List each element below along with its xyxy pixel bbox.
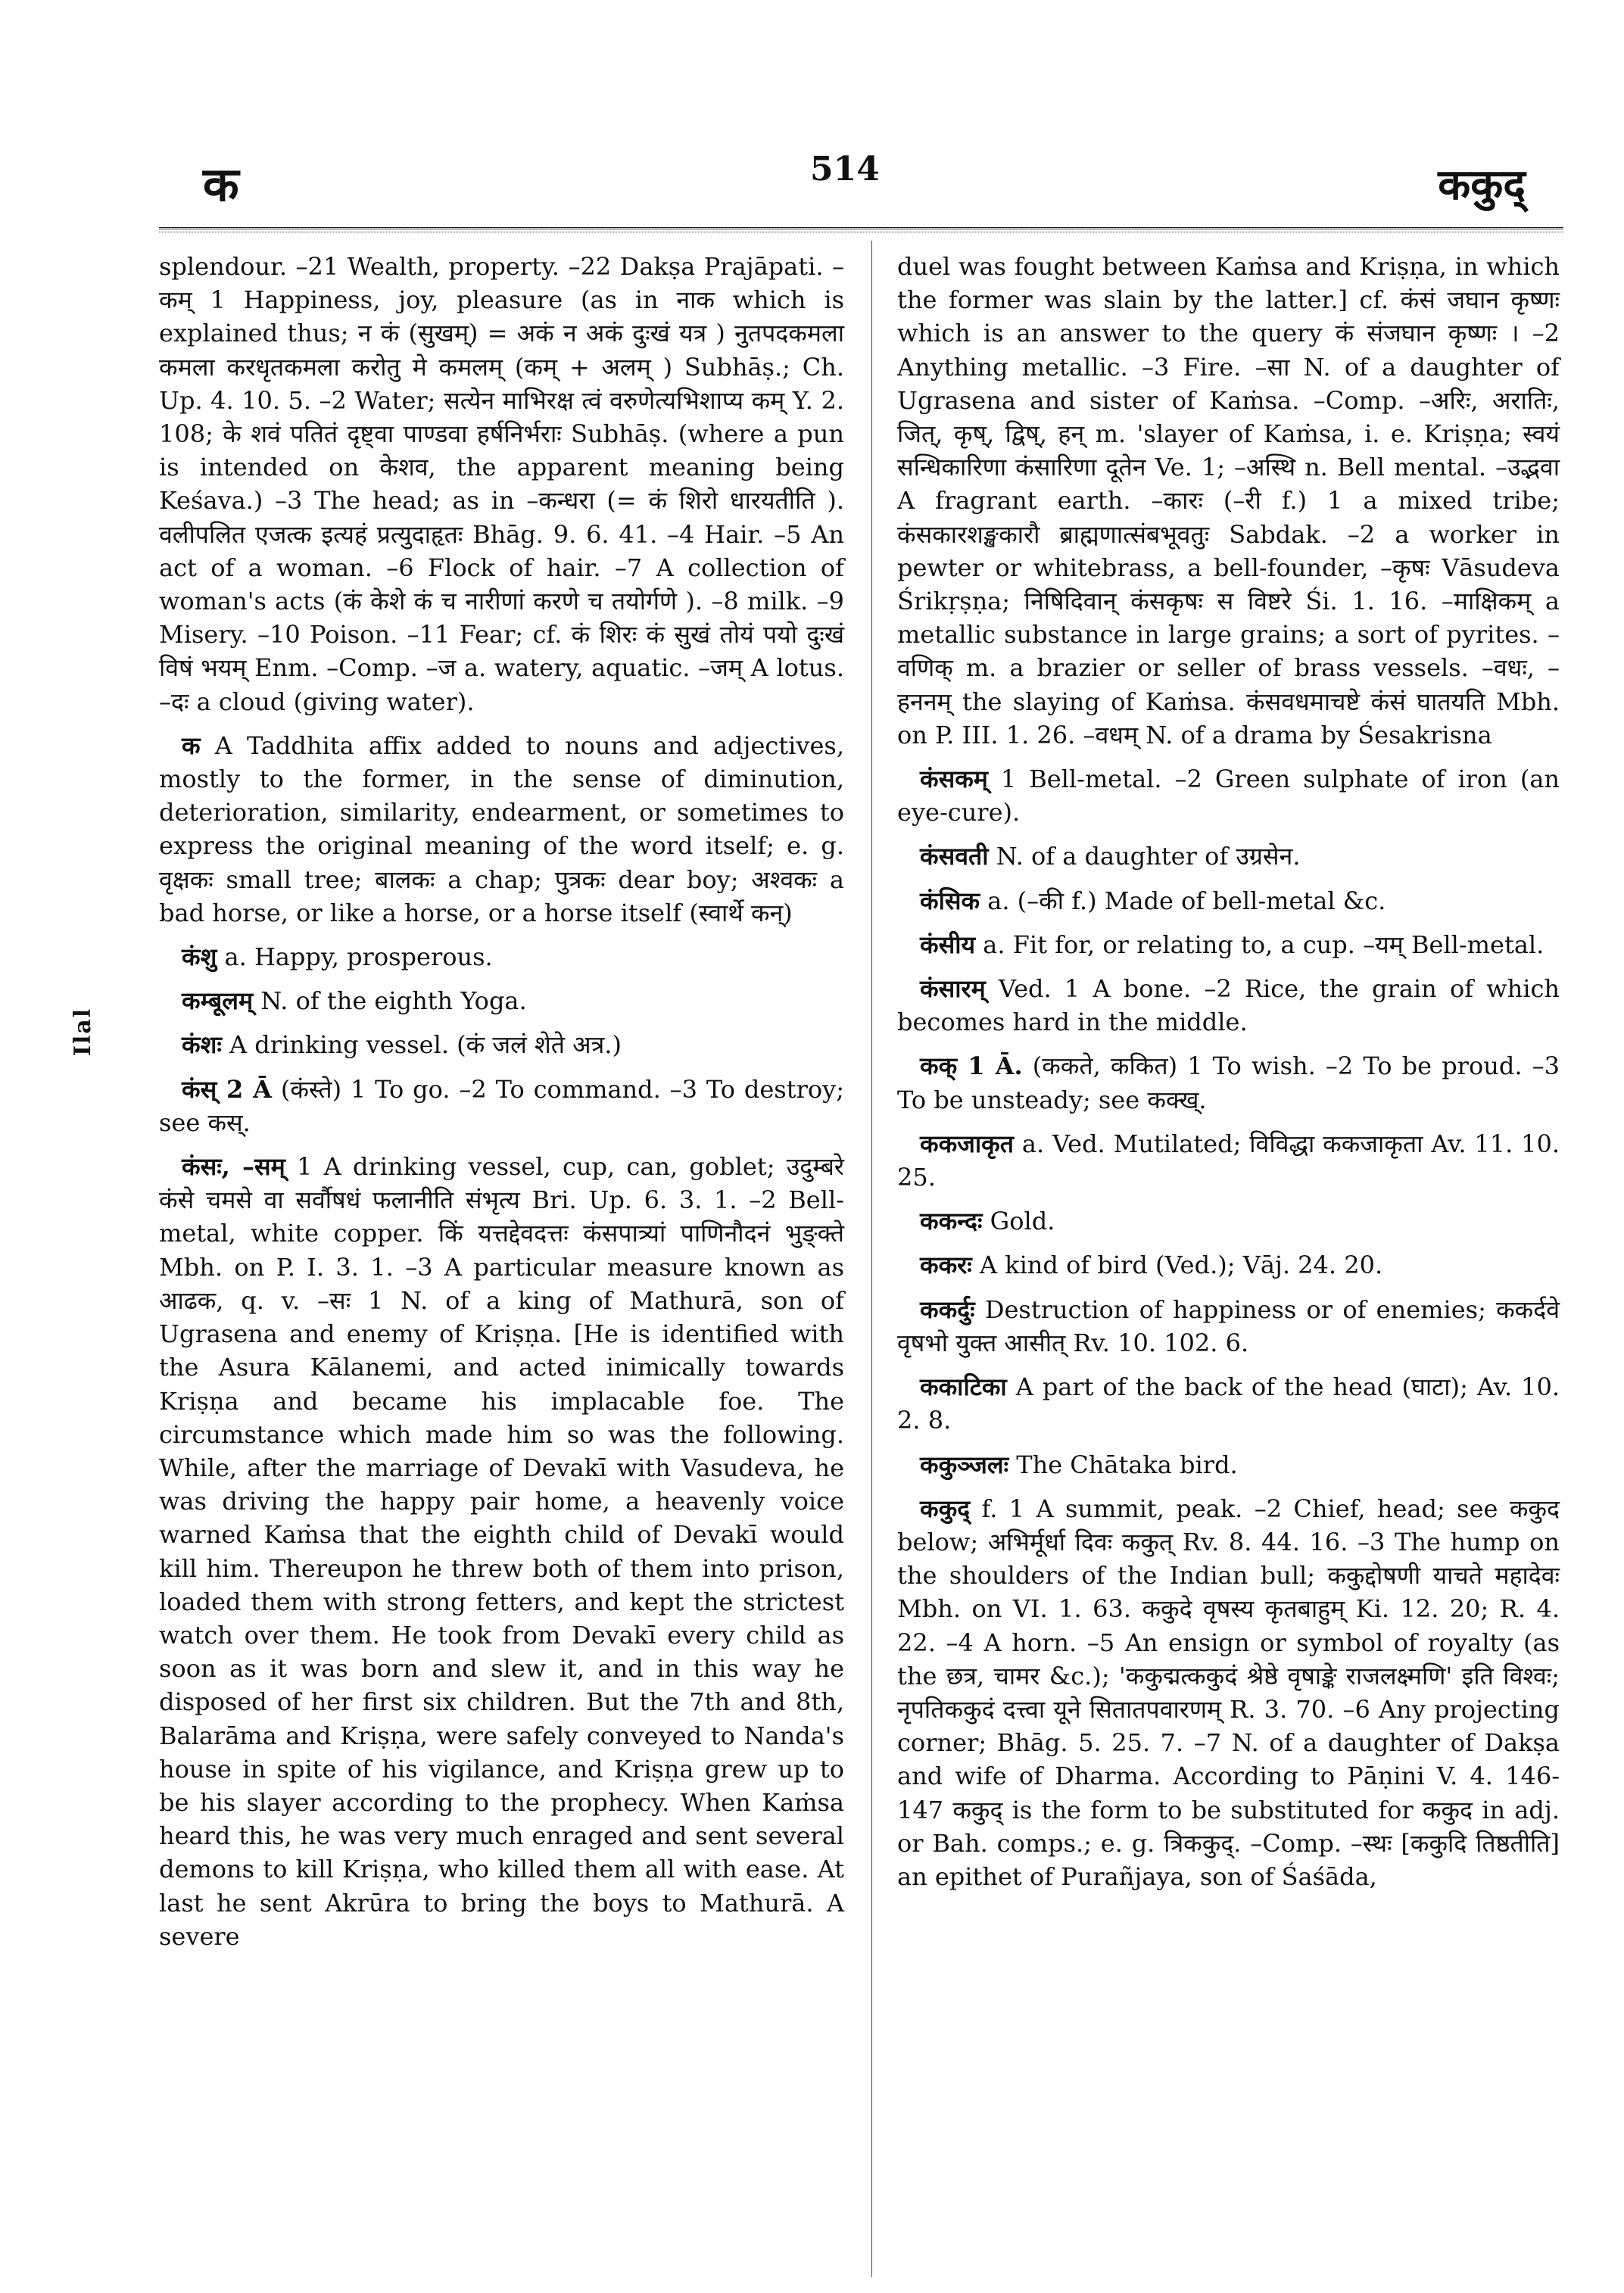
- entry-definition: f. 1 A summit, peak. –2 Chief, head; see ककुद below; अभिर्मूर्धा दिवः ककुत् Rv. 8. 44. 16. –3 The hump on the shoulders of the Indian bull; ककुद्दोषणी याचते महादेवः Mbh. on VI. 1. 63. ककुदे वृषस्य कृतबाहुम् Ki. 12. 20; R. 4. 22. –4 A horn. –5 An ensign or symbol of royalty (as the छत्र, चामर &c.); 'ककुद्मत्ककुदं श्रेष्ठे वृषाङ्के राजलक्ष्मणि' इति विश्वः; नृपतिककुदं दत्त्वा यूने सितातपवारणम् R. 3. 70. –6 Any projecting corner; Bhāg. 5. 25. 7. –7 N. of a daughter of Dakṣa and wife of Dharma. According to Pāṇini V. 4. 146-147 ककुद् is the form to be substituted for ककुद in adj. or Bah. comps.; e. g. त्रिककुद्. –Comp. –स्थः [ककुदि तिष्ठतीति] an epithet of Purañjaya, son of Śaśāda,: [897, 1494, 1560, 1891]
- entry-headword: ककर्दुः: [920, 1294, 975, 1324]
- left-column: [159, 250, 844, 2279]
- entry-definition: A kind of bird (Ved.); Vāj. 24. 20.: [971, 1251, 1383, 1280]
- entry-definition: 1 Bell-metal. –2 Green sulphate of iron (an eye-cure).: [897, 765, 1560, 827]
- entry-headword: क: [182, 731, 201, 760]
- header-rule: [159, 227, 1563, 232]
- entry-definition: (ककते, ककित) 1 To wish. –2 To be proud. –3 To be unsteady; see कक्ख्.: [897, 1051, 1560, 1114]
- dictionary-entry: [159, 1150, 844, 1953]
- entry-definition: N. of a daughter of उग्रसेन.: [988, 842, 1301, 871]
- entry-headword: ककजाकृत: [920, 1129, 1015, 1158]
- entry-definition: Ved. 1 A bone. –2 Rice, the grain of which becomes hard in the middle.: [897, 974, 1560, 1037]
- entry-definition: a. (–की f.) Made of bell-metal &c.: [980, 886, 1386, 915]
- entry-definition: N. of the eighth Yoga.: [253, 986, 527, 1016]
- dictionary-entry: [897, 1248, 1560, 1282]
- entry-headword: कंसारम्: [920, 974, 986, 1004]
- entry-definition: A part of the back of the head (घाटा); Av. 10. 2. 8.: [897, 1372, 1560, 1435]
- dictionary-entry: [159, 1028, 844, 1061]
- header-left-letter: क: [203, 157, 239, 212]
- dictionary-entry: [897, 1492, 1560, 1893]
- entry-headword: ककुद्: [920, 1494, 971, 1523]
- dictionary-entry: [897, 1293, 1560, 1360]
- entry-definition: a. Fit for, or relating to, a cup. –यम् Bell-metal.: [975, 930, 1545, 959]
- entry-headword: कंसीय: [920, 930, 976, 959]
- entry-definition: a. Ved. Mutilated; विविद्धा ककजाकृता Av. 11. 10. 25.: [897, 1129, 1560, 1192]
- page-number: 514: [810, 150, 880, 188]
- dictionary-entry: [897, 1370, 1560, 1437]
- dictionary-entry: [159, 729, 844, 930]
- entry-headword: कंशः: [182, 1030, 222, 1060]
- dictionary-entry: [897, 972, 1560, 1039]
- entry-headword: ककाटिका: [920, 1372, 1007, 1402]
- dictionary-entry: [897, 1127, 1560, 1194]
- entry-definition: a. Happy, prosperous.: [217, 942, 493, 972]
- entry-headword: कंसकम्: [920, 765, 988, 794]
- entry-headword: कंस् 2 Ā: [182, 1074, 272, 1104]
- dictionary-entry: [897, 928, 1560, 961]
- entry-headword: कम्बूलम्: [182, 986, 254, 1016]
- dictionary-entry: [159, 250, 844, 718]
- right-column: [897, 250, 1560, 2279]
- dictionary-entry: [159, 940, 844, 974]
- entry-headword: कंसिक: [920, 886, 980, 915]
- dictionary-entry: [897, 250, 1560, 752]
- entry-definition: A Taddhita affix added to nouns and adjectives, mostly to the former, in the sense of diminution, deterioration, similarity, endearment, or sometimes to express the original meaning of the word itself; e. g. वृक्षकः small tree; बालकः a chap; पुत्रकः dear boy; अश्वकः a bad horse, or like a horse, or a horse itself (स्वार्थे कन्): [159, 731, 844, 927]
- header-right-guide-word: ककुद्: [1438, 160, 1526, 210]
- dictionary-entry: [897, 884, 1560, 918]
- entry-headword: कक् 1 Ā.: [920, 1051, 1023, 1081]
- entry-definition: splendour. –21 Wealth, property. –22 Dakṣa Prajāpati. –कम् 1 Happiness, joy, pleasure (as in नाक which is explained thus; न कं (सुखम्) = अकं न अकं दुःखं यत्र ) नुतपदकमला कमला करधृतकमला करोतु मे कमलम् (कम् + अलम् ) Subhāṣ.; Ch. Up. 4. 10. 5. –2 Water; सत्येन माभिरक्ष त्वं वरुणेत्यभिशाप्य कम् Y. 2. 108; के शवं पतितं दृष्ट्वा पाण्डवा हर्षनिर्भराः Subhāṣ. (where a pun is intended on केशव, the apparent meaning being Keśava.) –3 The head; as in –कन्धरा (= कं शिरो धारयतीति ). वलीपलित एजत्क इत्यहं प्रत्युदाहृतः Bhāg. 9. 6. 41. –4 Hair. –5 An act of a woman. –6 Flock of hair. –7 A collection of woman's acts (कं केशे कं च नारीणां करणे च तयोर्गणे ). –8 milk. –9 Misery. –10 Poison. –11 Fear; cf. कं शिरः कं सुखं तोयं पयो दुःखं विषं भयम् Enm. –Comp. –ज a. watery, aquatic. –जम् A lotus. –दः a cloud (giving water).: [159, 252, 844, 716]
- entry-definition: Destruction of happiness or of enemies; ककर्दवे वृषभो युक्त आसीत् Rv. 10. 102. 6.: [897, 1294, 1560, 1357]
- entry-definition: 1 A drinking vessel, cup, can, goblet; उदुम्बरे कंसे चमसे वा सर्वौषधं फलानीति संभृत्य Bri. Up. 6. 3. 1. –2 Bell-metal, white copper. किं यत्तद्देवदत्तः कंसपात्र्यां पाणिनौदनं भुङ्क्ते Mbh. on P. I. 3. 1. –3 A particular measure known as आढक, q. v. –सः 1 N. of a king of Mathurā, son of Ugrasena and enemy of Kriṣṇa. [He is identified with the Asura Kālanemi, and acted inimically towards Kriṣṇa and became his implacable foe. The circumstance which made him so was the following. While, after the marriage of Devakī with Vasudeva, he was driving the happy pair home, a heavenly voice warned Kaṁsa that the eighth child of Devakī would kill him. Thereupon he threw both of them into prison, loaded them with strong fetters, and kept the strictest watch over them. He took from Devakī every child as soon as it was born and slew it, and in this way he disposed of her first six children. But the 7th and 8th, Balarāma and Kriṣṇa, were safely conveyed to Nanda's house in spite of his vigilance, and Kriṣṇa grew up to be his slayer according to the prophecy. When Kaṁsa heard this, he was very much enraged and sent several demons to kill Kriṣṇa, who killed them all with ease. At last he sent Akrūra to bring the boys to Mathurā. A severe: [159, 1152, 844, 1951]
- dictionary-entry: [897, 840, 1560, 873]
- entry-headword: ककुञ्जलः: [920, 1450, 1009, 1479]
- entry-headword: कंशु: [182, 942, 217, 972]
- dictionary-entry: [159, 1073, 844, 1139]
- page-header: [0, 0, 1624, 227]
- dictionary-entry: [897, 1204, 1560, 1238]
- dictionary-entry: [159, 984, 844, 1017]
- entry-definition: duel was fought between Kaṁsa and Kriṣṇa, in which the former was slain by the latter.] cf. कंसं जघान कृष्णः which is an answer to the query कं संजघान कृष्णः । –2 Anything metallic. –3 Fire. –सा N. of a daughter of Ugrasena and sister of Kaṁsa. –Comp. –अरिः, अरातिः, जित्, कृष्, द्विष्, हन् m. 'slayer of Kaṁsa, i. e. Kriṣṇa; स्वयं सन्धिकारिणा कंसारिणा दूतेन Ve. 1; –अस्थि n. Bell mental. –उद्भवा A fragrant earth. –कारः (–री f.) 1 a mixed tribe; कंसकारशङ्खकारौ ब्राह्मणात्संबभूवतुः Sabdak. –2 a worker in pewter or whitebrass, a bell-founder, –कृषः Vāsudeva Śrikṛṣṇa; निषिदिवान् कंसकृषः स विष्टरे Śi. 1. 16. –माक्षिकम् a metallic substance in large grains; a sort of pyrites. –वणिक् m. a brazier or seller of brass vessels. –वधः, –हननम् the slaying of Kaṁsa. कंसवधमाचष्टे कंसं घातयति Mbh. on P. III. 1. 26. –वधम् N. of a drama by Śesakrisna: [897, 252, 1560, 749]
- entry-definition: Gold.: [982, 1207, 1055, 1236]
- entry-definition: (कंस्ते) 1 To go. –2 To command. –3 To destroy; see कस्.: [159, 1074, 844, 1137]
- entry-headword: ककरः: [920, 1251, 972, 1280]
- entry-headword: कंसवती: [920, 842, 989, 871]
- column-divider: [871, 241, 872, 2277]
- entry-headword: ककन्दः: [920, 1207, 983, 1236]
- dictionary-entry: [897, 1448, 1560, 1481]
- entry-headword: कंसः, –सम्: [182, 1152, 285, 1182]
- dictionary-entry: [897, 762, 1560, 829]
- margin-mark: Ilal: [70, 1007, 96, 1056]
- entry-definition: The Chātaka bird.: [1008, 1450, 1238, 1479]
- entry-definition: A drinking vessel. (कं जलं शेते अत्र.): [221, 1030, 622, 1060]
- dictionary-entry: [897, 1049, 1560, 1116]
